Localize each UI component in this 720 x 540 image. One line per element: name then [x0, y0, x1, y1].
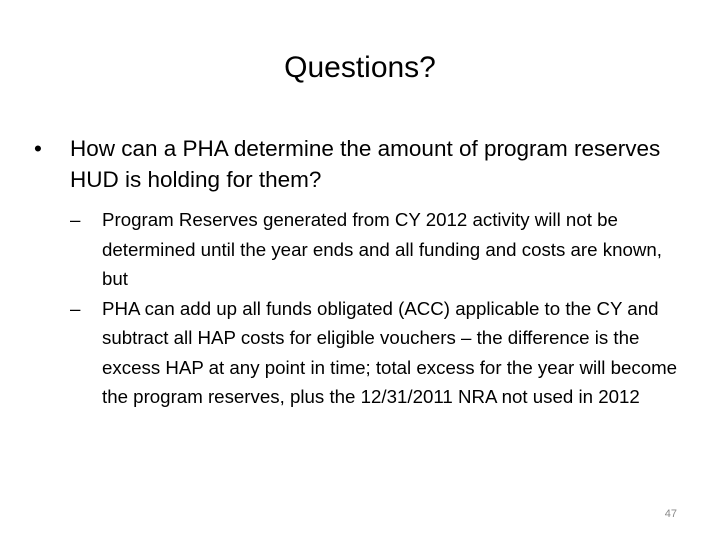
sub-bullet-text: Program Reserves generated from CY 2012 activity will not be determined until the year ends and all funding and costs are known, but	[102, 209, 662, 289]
page-number: 47	[664, 508, 677, 520]
dash-marker: –	[70, 209, 81, 230]
sub-bullet-item	[70, 205, 680, 294]
bullet-marker: •	[34, 136, 42, 161]
main-bullet	[34, 133, 664, 195]
slide-title: Questions?	[284, 51, 436, 84]
sub-bullet-list	[70, 205, 680, 412]
sub-bullet-text: PHA can add up all funds obligated (ACC) applicable to the CY and subtract all HAP costs for eligible vouchers – the difference is the excess HAP at any point in time; total excess for the year will become the program reserves, plus the 12/31/2011 NRA not used in 2012	[102, 297, 678, 407]
dash-marker: –	[70, 297, 81, 319]
sub-bullet-item	[70, 294, 680, 412]
main-bullet-text: How can a PHA determine the amount of program reserves HUD is holding for them?	[70, 136, 661, 192]
